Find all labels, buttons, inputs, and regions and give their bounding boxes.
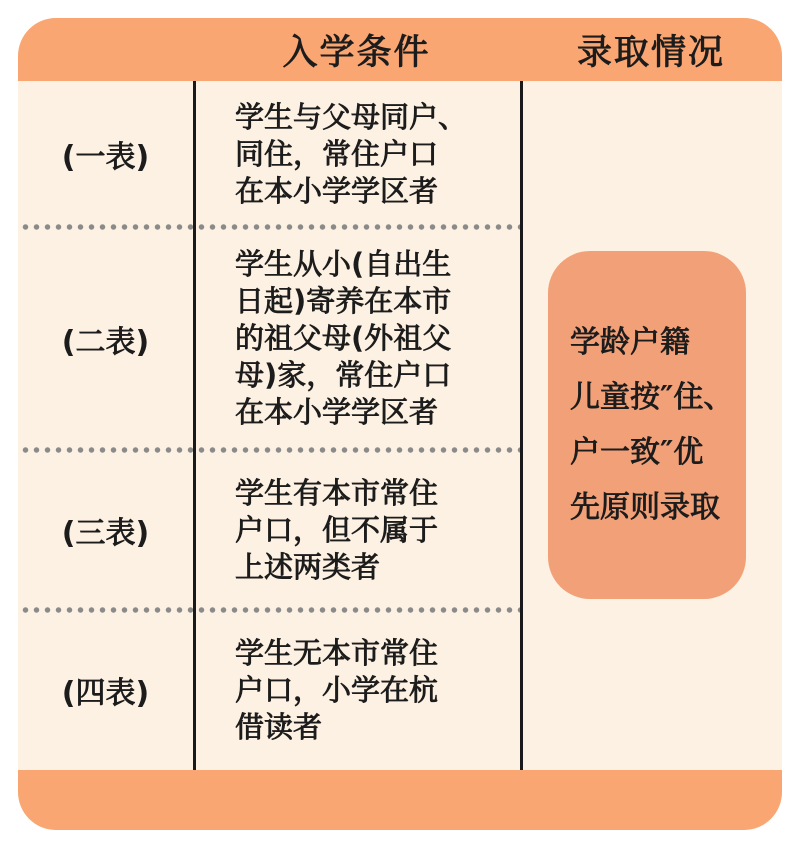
header-admission-conditions: 入学条件 [282, 32, 431, 73]
condition-text-line: 借读者 [235, 709, 323, 744]
condition-text-line: 在本小学学区者 [235, 173, 439, 208]
admission-note-line: 先原则录取 [570, 490, 720, 525]
table-footer [18, 770, 782, 830]
row-condition-3 [193, 450, 520, 610]
row-label-4: (四表) [61, 676, 150, 711]
condition-text-line: 户口，但不属于 [235, 512, 439, 547]
admission-table-card [18, 18, 782, 830]
column-divider-right [520, 81, 523, 770]
dotted-row-divider-2 [18, 447, 521, 453]
condition-text-line: 在本小学学区者 [235, 395, 439, 429]
condition-text-line: 学生无本市常住 [235, 635, 439, 670]
column-divider-left [193, 81, 196, 770]
admission-note-line: 儿童按″住、 [570, 380, 734, 415]
condition-text-line: 学生从小(自出生 [235, 247, 452, 281]
table-row-4 [18, 610, 782, 770]
row-condition-1 [193, 81, 520, 227]
row-condition-4 [193, 610, 520, 770]
table-row-1 [18, 81, 782, 227]
admission-note-line: 学龄户籍 [570, 325, 690, 360]
row-label-2: (二表) [61, 324, 150, 360]
dotted-row-divider-1 [18, 224, 521, 230]
admission-note-box [548, 251, 746, 599]
header-admission-result: 录取情况 [576, 32, 725, 73]
condition-text-line: 的祖父母(外祖父 [235, 321, 452, 355]
condition-text-line: 上述两类者 [235, 549, 381, 584]
table-header [18, 18, 782, 81]
row-label-3: (三表) [61, 516, 150, 551]
condition-text-line: 日起)寄养在本市 [235, 284, 452, 318]
row-label-1: (一表) [61, 140, 150, 175]
admission-note-line: 户一致″优 [570, 435, 704, 470]
condition-text-line: 户口，小学在杭 [235, 672, 439, 707]
condition-text-line: 同住，常住户口 [235, 136, 439, 171]
condition-text-line: 学生与父母同户、 [235, 99, 468, 134]
condition-text-line: 学生有本市常住 [235, 475, 439, 510]
row-condition-2 [193, 227, 520, 450]
table-body [18, 81, 782, 770]
condition-text-line: 母)家，常住户口 [235, 358, 452, 392]
dotted-row-divider-3 [18, 607, 521, 613]
